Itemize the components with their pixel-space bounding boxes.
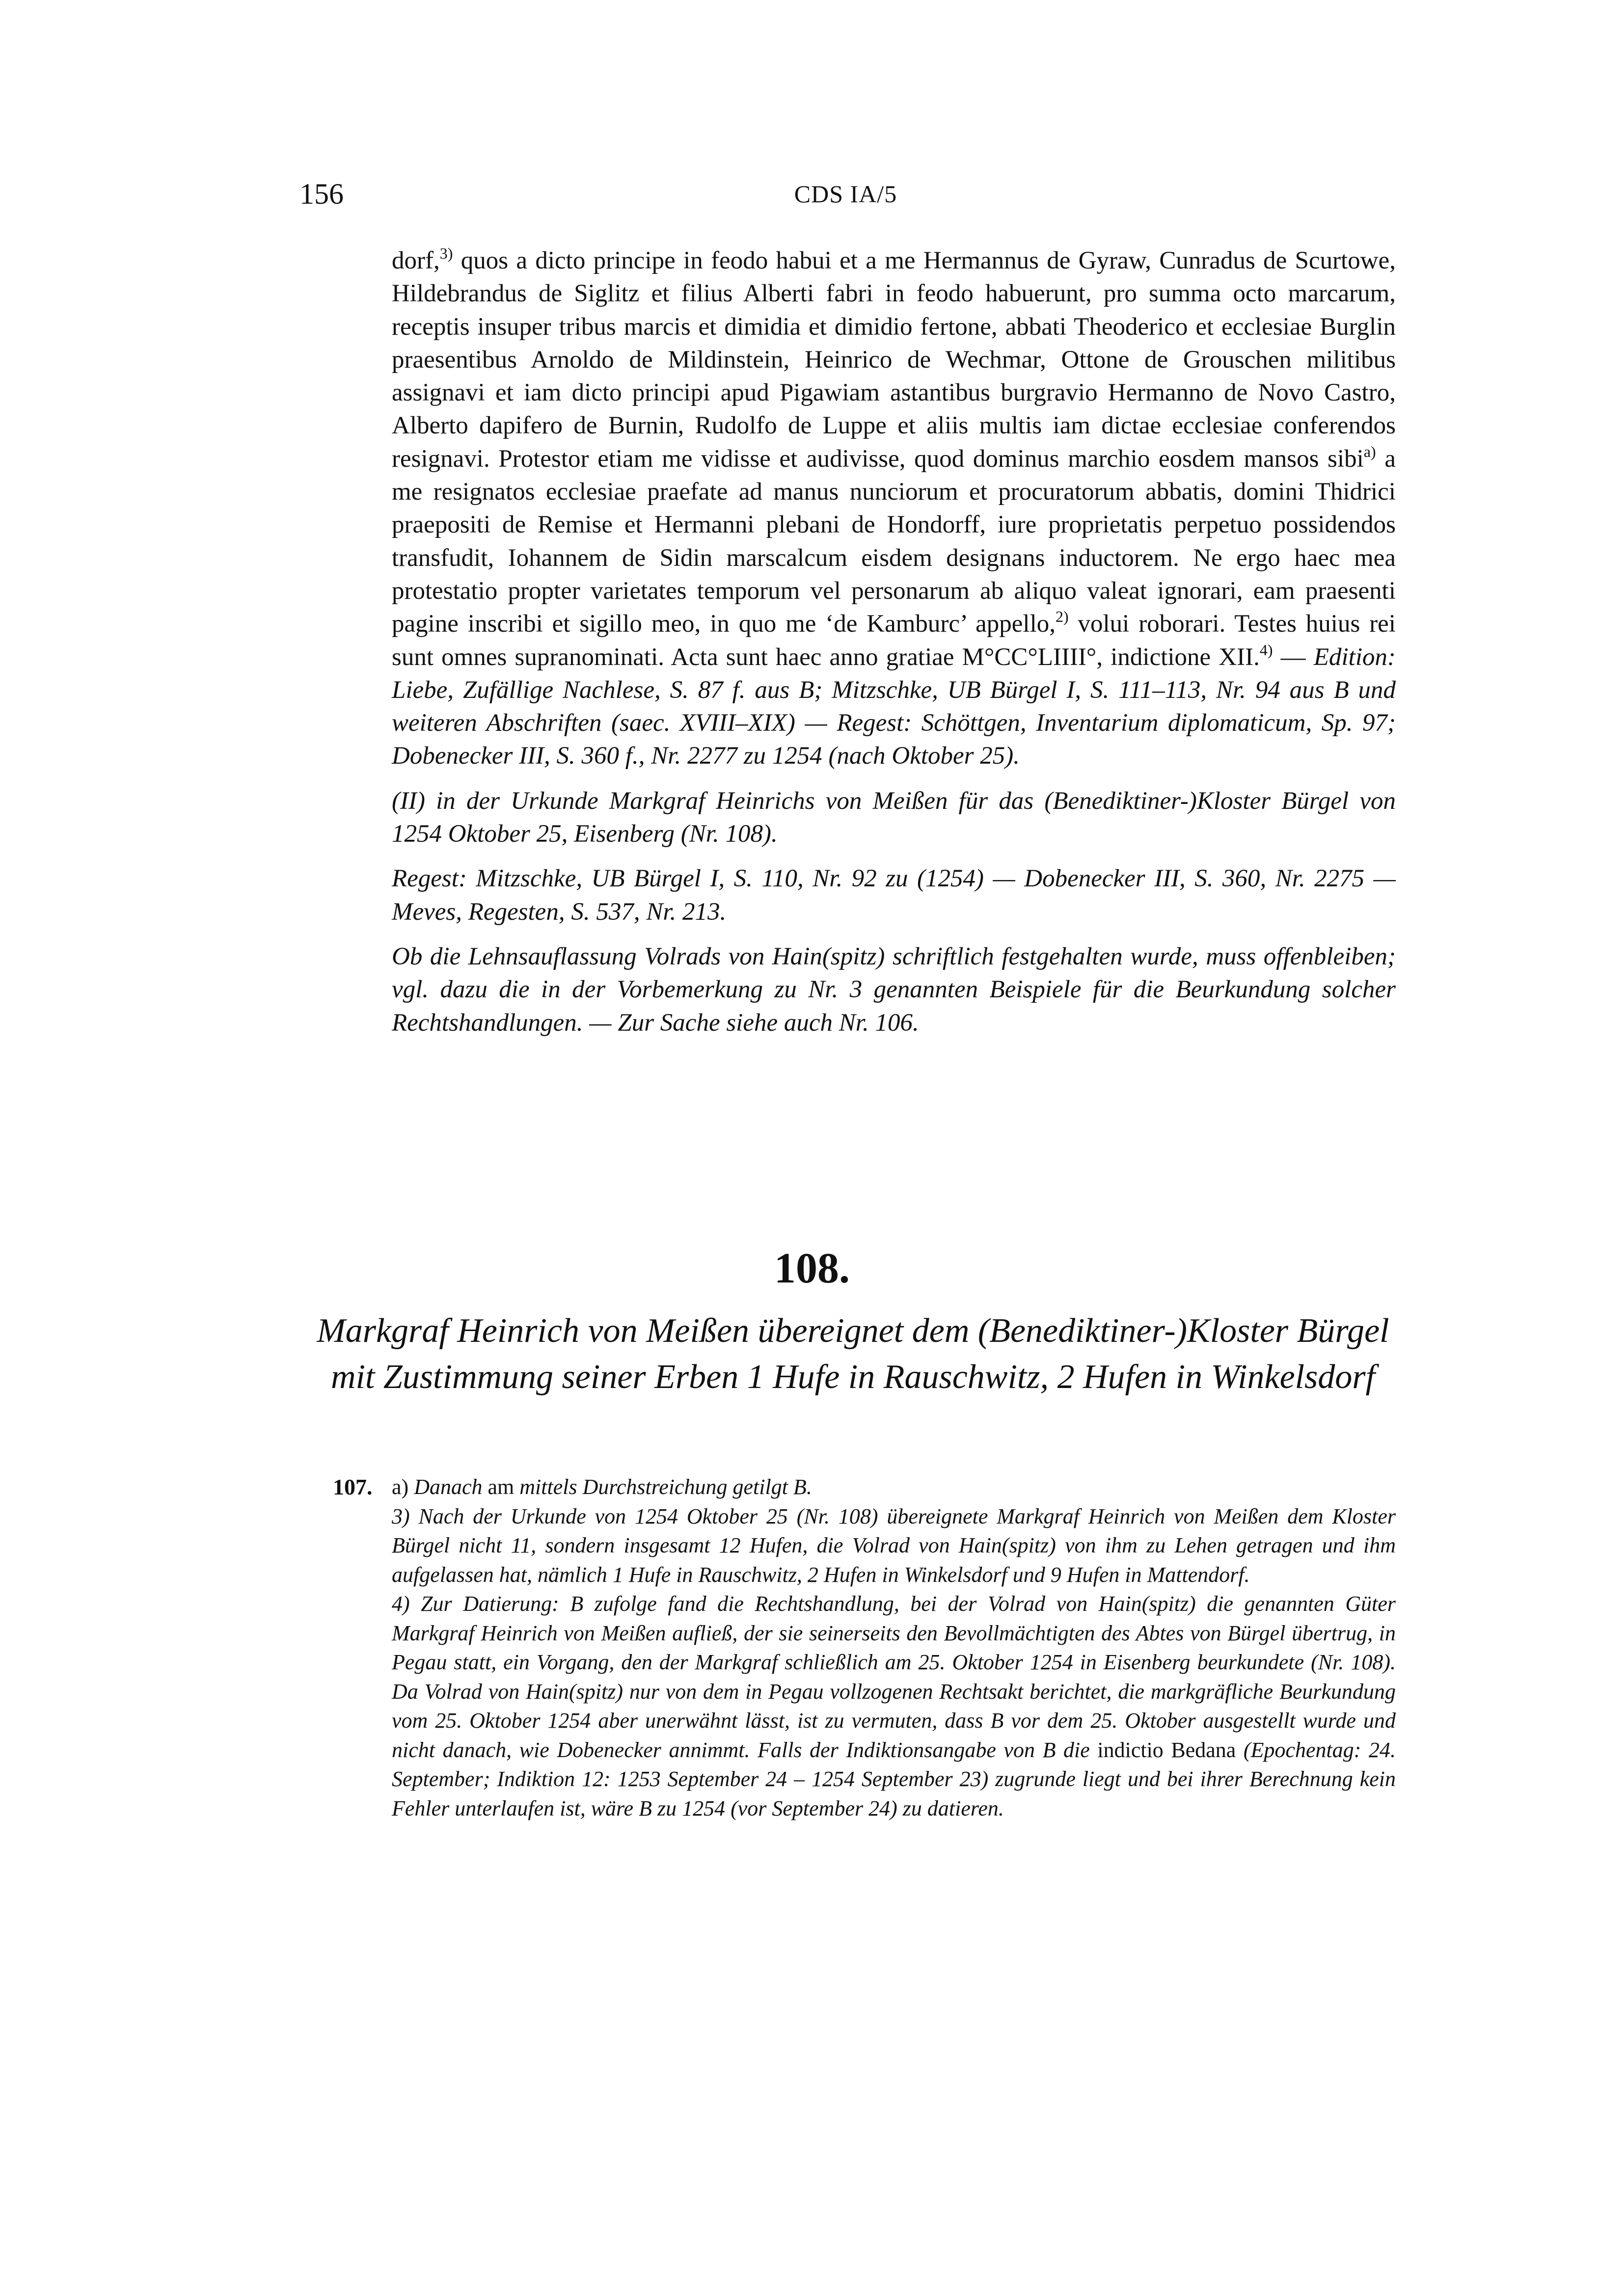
page-number: 156 — [299, 178, 344, 210]
text-run: indictio Bedana — [1089, 1737, 1244, 1762]
document-heading-line: mit Zustimmung seiner Erben 1 Hufe in Rauschwitz, 2 Hufen in Winkelsdorf — [330, 1358, 1376, 1396]
footnotes — [333, 1472, 1396, 1823]
body-text — [392, 244, 1396, 1040]
edition-note: Edition: Liebe, Zufällige Nachlese, S. 87 f. aus B; Mitzschke, UB Bürgel I, S. 111–113, Nr. 94 aus B und weiteren Abschriften (saec. XVIII–XIX) — Regest: Schöttgen, Inventarium diplomaticum, Sp. 97; Dobenecker III, S. 360 f., Nr. 2277 zu 1254 (nach Oktober 25). — [392, 643, 1396, 770]
text-run: — — [1272, 643, 1314, 671]
document-heading-line: Markgraf Heinrich von Meißen übereignet dem (Benediktiner-)Kloster Bürgel — [317, 1312, 1389, 1350]
text-run: mittels Durchstreichung getilgt B. — [519, 1475, 812, 1499]
footnote-3: 3) Nach der Urkunde von 1254 Oktober 25 (Nr. 108) übereignete Markgraf Heinrich von Meißen dem Kloster Bürgel nicht 11, sondern insgesamt 12 Hufen, die Volrad von Hain(spitz) von ihm zu Lehen getragen und ihm aufgelassen hat, nämlich 1 Hufe in Rauschwitz, 2 Hufen in Winkelsdorf und 9 Hufen in Mattendorf. — [392, 1504, 1396, 1587]
text-run: volui roborari. Testes huius rei sunt omnes supranominati. Acta sunt haec anno gratiae M°CC°LIIII°, indictione XII. — [392, 610, 1396, 671]
running-head — [299, 174, 1392, 214]
commentary-paragraph: Ob die Lehnsauflassung Volrads von Hain(spitz) schriftlich festgehalten wurde, muss offenbleiben; vgl. dazu die in der Vorbemerkung zu Nr. 3 genannten Beispiele für die Beurkundung solcher Rechtshandlungen. — Zur Sache siehe auch Nr. 106. — [392, 942, 1396, 1037]
text-run: Danach — [414, 1475, 483, 1499]
text-run: (Epochentag: 24. September; Indiktion 12: 1253 September 24 – 1254 September 23) zugrunde liegt und bei ihrer Berechnung kein Fehler unterlaufen ist, wäre B zu 1254 (vor September 24) zu datieren. — [392, 1737, 1396, 1820]
footnote-4 — [333, 1589, 1396, 1823]
footnote-ref: 2) — [1055, 608, 1069, 626]
footnote-ref: 4) — [1259, 641, 1273, 659]
text-run: a me resignatos ecclesiae praefate ad manus nunciorum et procuratorum abbatis, domini Thidrici praepositi de Remise et Hermanni plebani de Hondorff, iure proprietatis perpetuo possidendos transfudit, Iohannem de Sidin marscalcum eisdem designans inductorem. Ne ergo haec mea protestatio propter varietates temporum vel personarum ab aliquo valeat ignorari, eam praesenti pagine inscribi et sigillo meo, in quo me ‘de Kamburc’ appello, — [392, 445, 1396, 638]
footnote-marker: a) — [392, 1475, 414, 1499]
transmission-paragraph: (II) in der Urkunde Markgraf Heinrichs von Meißen für das (Benediktiner-)Kloster Bürgel von 1254 Oktober 25, Eisenberg (Nr. 108). — [392, 787, 1396, 848]
regest-paragraph: Regest: Mitzschke, UB Bürgel I, S. 110, Nr. 92 zu (1254) — Dobenecker III, S. 360, Nr. 2275 — Meves, Regesten, S. 537, Nr. 213. — [392, 865, 1396, 926]
text-run: 4) Zur Datierung: B zufolge fand die Rechtshandlung, bei der Volrad von Hain(spitz) die genannten Güter Markgraf Heinrich von Meißen aufließ, der sie seinerseits den Bevollmächtigten des Abtes von Bürgel übertrug, in Pegau statt, ein Vorgang, den der Markgraf schließlich am 25. Oktober 1254 in Eisenberg beurkundete (Nr. 108). Da Volrad von Hain(spitz) nur von dem in Pegau vollzogenen Rechtsakt berichtet, die markgräfliche Beurkundung vom 25. Oktober 1254 aber unerwähnt lässt, ist zu vermuten, dass B vor dem 25. Oktober ausgestellt wurde und nicht danach, wie Dobenecker annimmt. Falls der Indiktionsangabe von B die — [392, 1592, 1396, 1762]
text-run: quos a dicto principe in feodo habui et a me Hermannus de Gyraw, Cunradus de Scurtowe, Hildebrandus de Siglitz et filius Alberti fabri in feodo habuerunt, pro summa octo marcarum, receptis insuper tribus marcis et dimidia et dimidio fertone, abbati Theoderico et ecclesiae Burglin praesentibus Arnoldo de Mildinstein, Heinrico de Wechmar, Ottone de Grouschen militibus assignavi et iam dicto principi apud Pigawiam astantibus burgravio Hermanno de Novo Castro, Alberto dapifero de Burnin, Rudolfo de Luppe et aliis multis iam dictae ecclesiae conferendos resignavi. Protestor etiam me vidisse et audivisse, quod dominus marchio eosdem mansos sibi — [392, 247, 1396, 473]
footnote-label: 107. — [333, 1474, 373, 1499]
footnote-ref: a) — [1363, 442, 1376, 460]
charter-text-paragraph — [392, 244, 1396, 773]
document-number: 108. — [774, 1245, 850, 1292]
running-title: CDS IA/5 — [794, 180, 897, 208]
text-run: dorf, — [392, 247, 440, 274]
footnote-ref: 3) — [439, 244, 453, 262]
document-heading — [309, 1308, 1397, 1400]
footnote-a — [333, 1472, 1396, 1502]
text-run: am — [482, 1475, 520, 1499]
